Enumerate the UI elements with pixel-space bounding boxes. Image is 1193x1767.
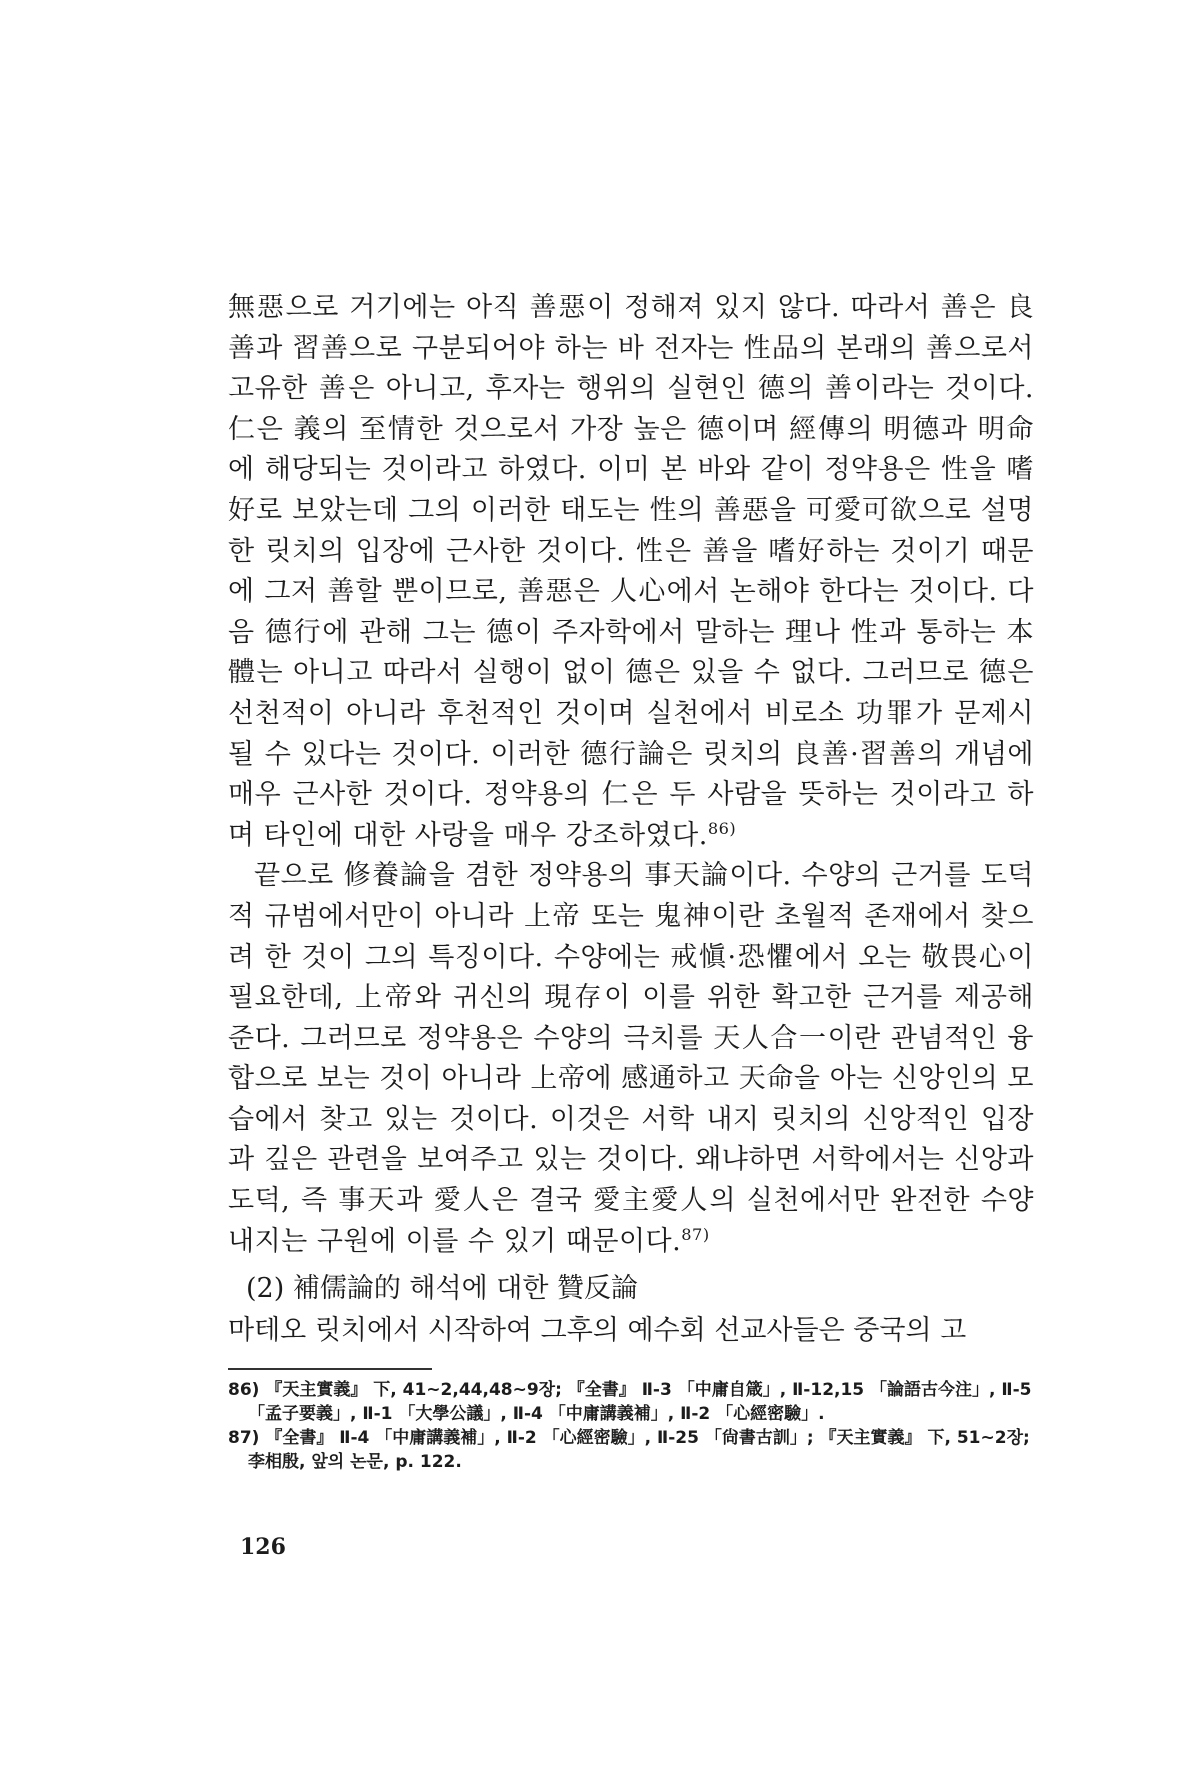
paragraph-text: 無惡으로 거기에는 아직 善惡이 정해져 있지 않다. 따라서 善은 良善과 習善으로 구분되어야 하는 바 전자는 性品의 본래의 善으로서 고유한 善은 아니고, 후자는 행위의 실현인 德의 善이라는 것이다. 仁은 義의 至情한 것으로서 가장 높은 德이며 經傳의 明德과 明命에 해당되는 것이라고 하였다. 이미 본 바와 같이 정약용은 性을 嗜好로 보았는데 그의 이러한 태도는 性의 善惡을 可愛可欲으로 설명한 릿치의 입장에 근사한 것이다. 性은 善을 嗜好하는 것이기 때문에 그저 善할 뿐이므로, 善惡은 人心에서 논해야 한다는 것이다. 다음 德行에 관해 그는 德이 주자학에서 말하는 理나 性과 통하는 本體는 아니고 따라서 실행이 없이 德은 있을 수 없다. 그러므로 德은 선천적이 아니라 후천적인 것이며 실천에서 비로소 功罪가 문제시될 수 있다는 것이다. 이러한 德行論은 릿치의 良善·習善의 개념에 매우 근사한 것이다. 정약용의 仁은 두 사람을 뜻하는 것이라고 하며 타인에 대한 사랑을 매우 강조하였다. (228, 292, 1034, 851)
section-heading: (2) 補儒論的 해석에 대한 贊反論 (246, 1273, 638, 1304)
paragraph-text: 끝으로 修養論을 겸한 정약용의 事天論이다. 수양의 근거를 도덕적 규범에서만이 아니라 上帝 또는 鬼神이란 초월적 존재에서 찾으려 한 것이 그의 특징이다. 수양에는 戒愼·恐懼에서 오는 敬畏心이 필요한데, 上帝와 귀신의 現存이 이를 위한 확고한 근거를 제공해 준다. 그러므로 정약용은 수양의 극치를 天人合一이란 관념적인 융합으로 보는 것이 아니라 上帝에 感通하고 天命을 아는 신앙인의 모습에서 찾고 있는 것이다. 이것은 서학 내지 릿치의 신앙적인 입장과 깊은 관련을 보여주고 있는 것이다. 왜냐하면 서학에서는 신앙과 도덕, 즉 事天과 愛人은 결국 愛主愛人의 실천에서만 완전한 수양 내지는 구원에 이를 수 있기 때문이다. (228, 860, 1034, 1257)
footnote-reference: 86) (707, 818, 737, 838)
footnotes (228, 1378, 1034, 1474)
body-text (228, 288, 1034, 1262)
section (228, 1268, 1034, 1352)
footnote: 86) 『天主實義』 下, 41~2,44,48~9장; 『全書』 Ⅱ-3 「中庸自箴」, Ⅱ-12,15 「論語古今注」, Ⅱ-5 「孟子要義」, Ⅱ-1 「大學公議」, Ⅱ-4 「中庸講義補」, Ⅱ-2 「心經密驗」. (228, 1380, 1032, 1424)
section-opening-line: 마테오 릿치에서 시작하여 그후의 예수회 선교사들은 중국의 고 (228, 1315, 967, 1346)
footnote: 87) 『全書』 Ⅱ-4 「中庸講義補」, Ⅱ-2 「心經密驗」, Ⅱ-25 「尙書古訓」; 『天主實義』 下, 51~2장; 李相殷, 앞의 논문, p. 122. (228, 1428, 1030, 1472)
footnote-divider (228, 1368, 432, 1370)
footnote-reference: 87) (681, 1224, 710, 1244)
paragraph (228, 856, 1034, 1262)
page-number: 126 (240, 1534, 286, 1560)
paragraph (228, 288, 1034, 856)
